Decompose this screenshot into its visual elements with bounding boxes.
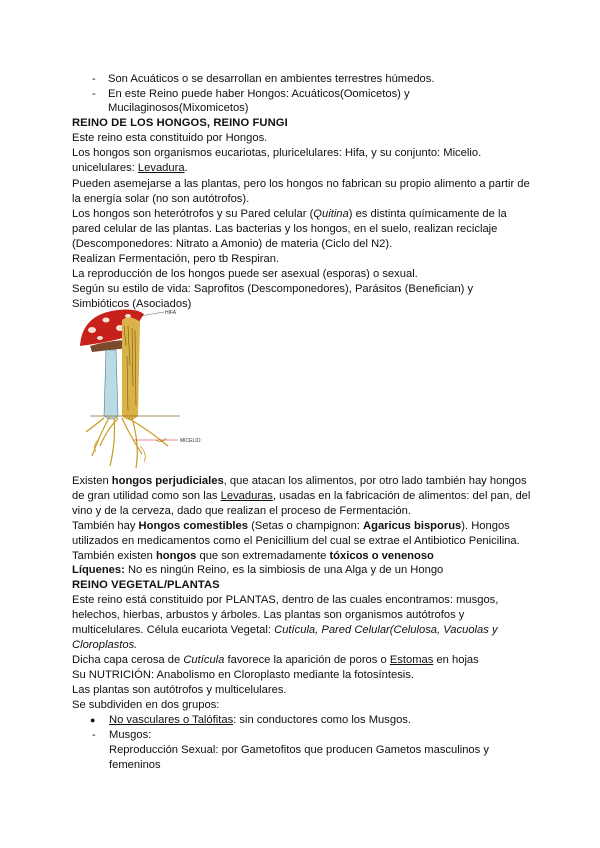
bold-term: Líquenes: (72, 564, 125, 576)
bold-term: hongos perjudiciales (111, 475, 224, 487)
fungi-line-5: la energía solar (no son autótrofos). (72, 193, 250, 205)
fungi-line-10: La reproducción de los hongos puede ser asexual (esporas) o sexual. (72, 268, 418, 280)
cap-spot (97, 336, 103, 340)
plantas-line-6: Su NUTRICIÓN: Anabolismo en Cloroplasto mediante la fotosíntesis. (72, 669, 414, 681)
italic-term: Cutícula (183, 654, 225, 666)
plantas-dash-1: Musgos: (109, 729, 152, 741)
plantas-bullet-1 (109, 713, 411, 728)
mycelium-roots (86, 416, 168, 468)
fungi-line-8: (Descomponedores: Nitrato a Amonio) de materia (Ciclo del N2). (72, 238, 393, 250)
bold-term: hongos (155, 550, 197, 562)
mushroom-illustration (70, 306, 210, 472)
text-run: que son extremadamente (196, 550, 330, 562)
text-run: unicelulares: (72, 162, 138, 174)
dash-marker: - (92, 729, 96, 741)
text-run: de gran utilidad como son las (72, 490, 221, 502)
text-run: en hojas (433, 654, 479, 666)
text-run: Dicha capa cerosa de (72, 654, 184, 666)
text-run: Los hongos son heterótrofos y su Pared celular ( (72, 208, 314, 220)
fungi-line-3 (72, 161, 188, 176)
fungi-line-1: Este reino esta constituido por Hongos. (72, 132, 268, 144)
fungi-heading: REINO DE LOS HONGOS, REINO FUNGI (72, 117, 288, 129)
text-run: (Setas o champignon: (247, 520, 364, 532)
plantas-line-4: Cloroplastos. (72, 639, 138, 651)
intro-dash-2a: En este Reino puede haber Hongos: Acuáticos(Oomicetos) y (108, 88, 410, 100)
plantas-line-2: helechos, hierbas, arbustos y árboles. Las plantas son organismos autótrofos y (72, 609, 465, 621)
text-run: , que atacan los alimentos, por otro lado también hay hongos (223, 475, 527, 487)
label-micelio: MICELIO (180, 438, 201, 444)
fungi-line-2: Los hongos son organismos eucariotas, pluricelulares: Hifa, y su conjunto: Micelio. (72, 147, 482, 159)
text-run: . (184, 162, 188, 174)
fungi-para-7 (72, 563, 443, 578)
bold-term: tóxicos o venenoso (329, 550, 434, 562)
plantas-line-7: Las plantas son autótrofos y multicelulares. (72, 684, 287, 696)
text-run: Existen (72, 475, 112, 487)
intro-dash-1: Son Acuáticos o se desarrollan en ambientes terrestres húmedos. (108, 73, 435, 85)
levadura-underlined: Levadura (137, 162, 185, 174)
plantas-dash-1c: femeninos (109, 759, 161, 771)
fungi-line-9: Realizan Fermentación, pero tb Respiran. (72, 253, 280, 265)
plantas-line-5 (72, 653, 479, 668)
text-run: ). Hongos (461, 520, 510, 532)
fungi-line-7: pared celular de las plantas. Las bacterias y los hongos, en el suelo, realizan reciclaje (72, 223, 498, 235)
plantas-line-1: Este reino está constituido por PLANTAS, dentro de las cuales encontramos: musgos, (72, 594, 499, 606)
text-run: , usadas en la fabricación de alimentos: del pan, del (272, 490, 531, 502)
italic-term: Cutícula, Pared Celular(Celulosa, Vacuolas y (274, 624, 498, 636)
fungi-para-1 (72, 474, 527, 489)
fungi-para-3: vino y de la cerveza, dado que realizan el proceso de Fermentación. (72, 505, 411, 517)
plantas-dash-1b: Reproducción Sexual: por Gametofitos que producen Gametos masculinos y (109, 744, 489, 756)
plantas-heading: REINO VEGETAL/PLANTAS (72, 579, 220, 591)
dash-marker: - (92, 73, 96, 85)
no-vasculares-underlined: No vasculares o Talófitas (109, 714, 234, 726)
intro-dash-2b: Mucilaginosos(Mixomicetos) (108, 102, 249, 114)
mycelium-branches (94, 438, 166, 462)
text-run: multicelulares. Célula eucariota Vegetal: (72, 624, 275, 636)
estomas-underlined: Estomas (389, 654, 434, 666)
cap-spot (103, 318, 110, 323)
bold-term: Agaricus bisporus (363, 520, 462, 532)
cap-spot (88, 327, 96, 333)
dash-marker: - (92, 88, 96, 100)
text-run: También hay (72, 520, 139, 532)
text-run: : sin conductores como los Musgos. (233, 714, 412, 726)
fungi-line-4: Pueden asemejarse a las plantas, pero los hongos no fabrican su propio alimento a partir de (72, 178, 530, 190)
plantas-line-8: Se subdividen en dos grupos: (72, 699, 220, 711)
fungi-para-2 (72, 489, 530, 504)
levaduras-underlined: Levaduras (220, 490, 273, 502)
text-run: También existen (72, 550, 156, 562)
fungi-para-4 (72, 519, 510, 534)
bullet-marker: ● (90, 715, 96, 725)
fungi-line-11: Según su estilo de vida: Saprofitos (Descomponedores), Parásitos (Benefician) y (72, 283, 474, 295)
cap-spot (125, 314, 131, 318)
fungi-para-5: utilizados en medicamentos como el Penicillium del cual se extrae el Antibiotico Penicilina. (72, 535, 520, 547)
text-run: No es ningún Reino, es la simbiosis de una Alga y de un Hongo (124, 564, 444, 576)
mushroom-stem (104, 350, 118, 419)
fungi-line-6 (72, 207, 507, 222)
text-run: ) es distinta químicamente de la (348, 208, 507, 220)
fungi-para-6 (72, 549, 434, 564)
label-hifa: HIFA (165, 310, 177, 316)
plantas-line-3 (72, 623, 498, 638)
text-run: favorece la aparición de poros o (224, 654, 390, 666)
fungi-line-12: Simbióticos (Asociados) (72, 298, 192, 310)
quitina-italic: Quitina (313, 208, 349, 220)
bold-term: Hongos comestibles (138, 520, 248, 532)
